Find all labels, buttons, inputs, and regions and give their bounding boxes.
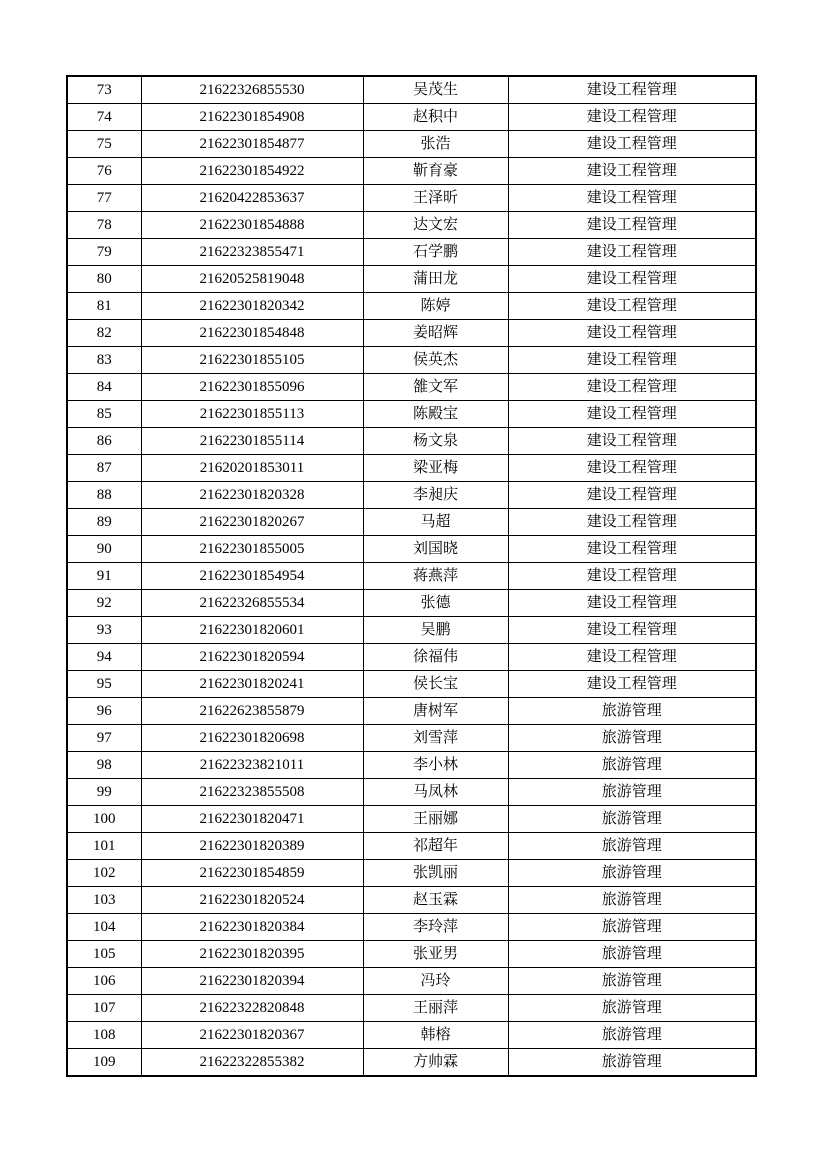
cell-major: 建设工程管理	[508, 158, 756, 185]
table-row	[67, 617, 756, 644]
cell-serial-number: 92	[67, 590, 141, 617]
cell-student-name: 韩榕	[363, 1022, 508, 1049]
cell-student-name: 蒲田龙	[363, 266, 508, 293]
table-row	[67, 860, 756, 887]
cell-student-name: 靳育豪	[363, 158, 508, 185]
cell-serial-number: 96	[67, 698, 141, 725]
cell-serial-number: 100	[67, 806, 141, 833]
cell-student-name: 徐福伟	[363, 644, 508, 671]
cell-major: 旅游管理	[508, 887, 756, 914]
cell-major: 建设工程管理	[508, 185, 756, 212]
cell-student-name: 祁超年	[363, 833, 508, 860]
table-row	[67, 509, 756, 536]
cell-major: 建设工程管理	[508, 320, 756, 347]
cell-major: 旅游管理	[508, 941, 756, 968]
cell-candidate-id: 21622623855879	[141, 698, 363, 725]
cell-major: 建设工程管理	[508, 212, 756, 239]
cell-student-name: 雒文军	[363, 374, 508, 401]
cell-student-name: 张浩	[363, 131, 508, 158]
cell-major: 建设工程管理	[508, 374, 756, 401]
cell-serial-number: 97	[67, 725, 141, 752]
cell-major: 建设工程管理	[508, 401, 756, 428]
cell-serial-number: 94	[67, 644, 141, 671]
cell-candidate-id: 21622301820267	[141, 509, 363, 536]
cell-student-name: 石学鹏	[363, 239, 508, 266]
table-row	[67, 401, 756, 428]
cell-major: 旅游管理	[508, 914, 756, 941]
cell-student-name: 姜昭辉	[363, 320, 508, 347]
table-row	[67, 347, 756, 374]
table-row	[67, 239, 756, 266]
cell-serial-number: 90	[67, 536, 141, 563]
cell-student-name: 梁亚梅	[363, 455, 508, 482]
table-row	[67, 806, 756, 833]
cell-candidate-id: 21622301820342	[141, 293, 363, 320]
cell-candidate-id: 21622301854888	[141, 212, 363, 239]
cell-major: 旅游管理	[508, 806, 756, 833]
table-row	[67, 482, 756, 509]
cell-student-name: 王泽昕	[363, 185, 508, 212]
cell-student-name: 李昶庆	[363, 482, 508, 509]
cell-major: 建设工程管理	[508, 239, 756, 266]
cell-serial-number: 85	[67, 401, 141, 428]
table-row	[67, 131, 756, 158]
cell-serial-number: 76	[67, 158, 141, 185]
table-row	[67, 455, 756, 482]
cell-student-name: 蒋燕萍	[363, 563, 508, 590]
table-row	[67, 644, 756, 671]
cell-candidate-id: 21622301820524	[141, 887, 363, 914]
cell-candidate-id: 21620525819048	[141, 266, 363, 293]
table-row	[67, 374, 756, 401]
cell-serial-number: 105	[67, 941, 141, 968]
cell-major: 建设工程管理	[508, 76, 756, 104]
table-row	[67, 212, 756, 239]
cell-candidate-id: 21622301854877	[141, 131, 363, 158]
cell-candidate-id: 21622322855382	[141, 1049, 363, 1077]
cell-student-name: 赵玉霖	[363, 887, 508, 914]
cell-major: 建设工程管理	[508, 482, 756, 509]
cell-serial-number: 81	[67, 293, 141, 320]
cell-major: 旅游管理	[508, 995, 756, 1022]
cell-candidate-id: 21622301820594	[141, 644, 363, 671]
cell-candidate-id: 21620422853637	[141, 185, 363, 212]
cell-student-name: 冯玲	[363, 968, 508, 995]
cell-candidate-id: 21622301855096	[141, 374, 363, 401]
cell-student-name: 刘雪萍	[363, 725, 508, 752]
table-row	[67, 725, 756, 752]
table-row	[67, 320, 756, 347]
cell-candidate-id: 21622301820367	[141, 1022, 363, 1049]
cell-student-name: 侯英杰	[363, 347, 508, 374]
cell-student-name: 侯长宝	[363, 671, 508, 698]
cell-candidate-id: 21622301855005	[141, 536, 363, 563]
cell-major: 旅游管理	[508, 725, 756, 752]
cell-major: 建设工程管理	[508, 347, 756, 374]
cell-candidate-id: 21622301854848	[141, 320, 363, 347]
cell-student-name: 赵积中	[363, 104, 508, 131]
cell-serial-number: 86	[67, 428, 141, 455]
cell-student-name: 李小林	[363, 752, 508, 779]
cell-candidate-id: 21622326855534	[141, 590, 363, 617]
cell-candidate-id: 21622323821011	[141, 752, 363, 779]
cell-candidate-id: 21622301855114	[141, 428, 363, 455]
cell-serial-number: 108	[67, 1022, 141, 1049]
cell-serial-number: 80	[67, 266, 141, 293]
cell-candidate-id: 21622301820389	[141, 833, 363, 860]
cell-serial-number: 104	[67, 914, 141, 941]
cell-serial-number: 93	[67, 617, 141, 644]
cell-major: 建设工程管理	[508, 455, 756, 482]
cell-serial-number: 106	[67, 968, 141, 995]
cell-major: 建设工程管理	[508, 671, 756, 698]
table-row	[67, 293, 756, 320]
cell-candidate-id: 21622301820395	[141, 941, 363, 968]
cell-candidate-id: 21622301854954	[141, 563, 363, 590]
cell-major: 旅游管理	[508, 779, 756, 806]
cell-student-name: 陈婷	[363, 293, 508, 320]
table-body	[67, 76, 756, 1076]
table-row	[67, 104, 756, 131]
table-row	[67, 428, 756, 455]
cell-serial-number: 78	[67, 212, 141, 239]
table-row	[67, 698, 756, 725]
cell-serial-number: 99	[67, 779, 141, 806]
table-row	[67, 671, 756, 698]
table-row	[67, 1022, 756, 1049]
table-row	[67, 914, 756, 941]
cell-serial-number: 74	[67, 104, 141, 131]
cell-serial-number: 107	[67, 995, 141, 1022]
cell-candidate-id: 21622301854859	[141, 860, 363, 887]
cell-major: 建设工程管理	[508, 428, 756, 455]
cell-serial-number: 102	[67, 860, 141, 887]
cell-student-name: 张凯丽	[363, 860, 508, 887]
cell-student-name: 唐树军	[363, 698, 508, 725]
cell-candidate-id: 21622323855471	[141, 239, 363, 266]
table-row	[67, 833, 756, 860]
table-row	[67, 590, 756, 617]
cell-major: 旅游管理	[508, 698, 756, 725]
cell-major: 旅游管理	[508, 1022, 756, 1049]
student-roster-table	[66, 75, 757, 1077]
cell-candidate-id: 21622301855113	[141, 401, 363, 428]
table-row	[67, 752, 756, 779]
cell-serial-number: 101	[67, 833, 141, 860]
table-row	[67, 536, 756, 563]
cell-student-name: 张德	[363, 590, 508, 617]
cell-major: 建设工程管理	[508, 509, 756, 536]
table-row	[67, 887, 756, 914]
cell-major: 旅游管理	[508, 968, 756, 995]
cell-major: 旅游管理	[508, 1049, 756, 1077]
cell-major: 旅游管理	[508, 860, 756, 887]
cell-serial-number: 75	[67, 131, 141, 158]
cell-serial-number: 89	[67, 509, 141, 536]
cell-candidate-id: 21622301854922	[141, 158, 363, 185]
table-row	[67, 563, 756, 590]
cell-candidate-id: 21622301820698	[141, 725, 363, 752]
cell-serial-number: 73	[67, 76, 141, 104]
cell-serial-number: 109	[67, 1049, 141, 1077]
cell-major: 建设工程管理	[508, 563, 756, 590]
cell-serial-number: 82	[67, 320, 141, 347]
cell-candidate-id: 21620201853011	[141, 455, 363, 482]
cell-serial-number: 91	[67, 563, 141, 590]
cell-candidate-id: 21622301855105	[141, 347, 363, 374]
cell-student-name: 吴鹏	[363, 617, 508, 644]
cell-major: 旅游管理	[508, 833, 756, 860]
cell-major: 建设工程管理	[508, 617, 756, 644]
cell-student-name: 刘国晓	[363, 536, 508, 563]
cell-student-name: 方帅霖	[363, 1049, 508, 1077]
cell-serial-number: 87	[67, 455, 141, 482]
cell-major: 建设工程管理	[508, 536, 756, 563]
cell-candidate-id: 21622301820471	[141, 806, 363, 833]
cell-serial-number: 79	[67, 239, 141, 266]
cell-candidate-id: 21622301820601	[141, 617, 363, 644]
cell-student-name: 王丽娜	[363, 806, 508, 833]
cell-major: 建设工程管理	[508, 266, 756, 293]
cell-student-name: 张亚男	[363, 941, 508, 968]
cell-student-name: 李玲萍	[363, 914, 508, 941]
cell-serial-number: 77	[67, 185, 141, 212]
cell-student-name: 陈殿宝	[363, 401, 508, 428]
cell-candidate-id: 21622301820241	[141, 671, 363, 698]
cell-major: 建设工程管理	[508, 293, 756, 320]
cell-serial-number: 88	[67, 482, 141, 509]
cell-serial-number: 95	[67, 671, 141, 698]
cell-major: 建设工程管理	[508, 644, 756, 671]
table-row	[67, 779, 756, 806]
cell-student-name: 王丽萍	[363, 995, 508, 1022]
cell-serial-number: 103	[67, 887, 141, 914]
table-row	[67, 941, 756, 968]
cell-candidate-id: 21622323855508	[141, 779, 363, 806]
cell-candidate-id: 21622322820848	[141, 995, 363, 1022]
cell-candidate-id: 21622301820394	[141, 968, 363, 995]
cell-major: 建设工程管理	[508, 131, 756, 158]
cell-candidate-id: 21622301820328	[141, 482, 363, 509]
cell-major: 建设工程管理	[508, 590, 756, 617]
cell-major: 建设工程管理	[508, 104, 756, 131]
cell-candidate-id: 21622301854908	[141, 104, 363, 131]
table-row	[67, 158, 756, 185]
cell-serial-number: 84	[67, 374, 141, 401]
cell-candidate-id: 21622326855530	[141, 76, 363, 104]
table-row	[67, 995, 756, 1022]
cell-student-name: 达文宏	[363, 212, 508, 239]
cell-student-name: 马超	[363, 509, 508, 536]
table-row	[67, 1049, 756, 1077]
cell-student-name: 马凤林	[363, 779, 508, 806]
table-row	[67, 76, 756, 104]
table-row	[67, 266, 756, 293]
cell-major: 旅游管理	[508, 752, 756, 779]
table-row	[67, 968, 756, 995]
cell-student-name: 吴茂生	[363, 76, 508, 104]
cell-student-name: 杨文泉	[363, 428, 508, 455]
cell-serial-number: 83	[67, 347, 141, 374]
table-row	[67, 185, 756, 212]
cell-serial-number: 98	[67, 752, 141, 779]
cell-candidate-id: 21622301820384	[141, 914, 363, 941]
